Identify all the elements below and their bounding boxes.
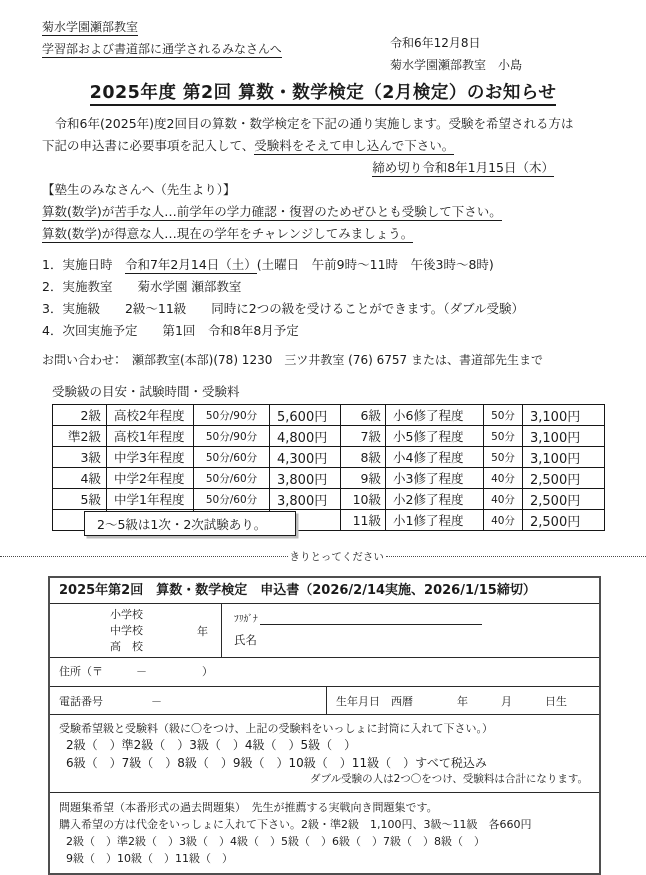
fee-table-cell: 7級 <box>341 426 386 447</box>
deadline-text: 締め切り令和8年1月15日（木） <box>372 160 554 175</box>
fee-table-cell: 2級 <box>53 405 107 426</box>
cut-text: きりとってください <box>289 550 384 563</box>
fee-table-cell: 50分 <box>484 426 523 447</box>
fee-table-cell: 50分/90分 <box>194 405 270 426</box>
intro-line-2-plain: 下記の申込書に必要事項を記入して、 <box>42 138 255 153</box>
birth-cell: 生年月日 西暦 年 月 日生 <box>336 695 567 708</box>
teacher-note <box>42 179 604 245</box>
application-form <box>48 576 601 875</box>
fee-table-cell: 11級 <box>341 510 386 531</box>
fee-table-cell: 40分 <box>484 510 523 531</box>
schedule-item-levels: 3．実施級 2級～11級 同時に2つの級を受けることができます。（ダブル受験） <box>42 301 525 316</box>
name-label: 氏名 <box>234 633 257 647</box>
fee-table-cell: 50分 <box>484 447 523 468</box>
teacher-note-line-2: 算数(数学)が得意な人…現在の学年をチャレンジしてみましょう。 <box>42 226 414 241</box>
levels-line-2: 6級（ ）7級（ ）8級（ ）9級（ ）10級（ ）11級（ ）すべて税込み <box>66 756 487 770</box>
fee-table-cell: 50分/60分 <box>194 489 270 510</box>
fee-table-cell: 5級 <box>53 489 107 510</box>
fee-table-cell: 3級 <box>53 447 107 468</box>
phone-birth-row <box>50 686 599 714</box>
fee-table-cell: 9級 <box>341 468 386 489</box>
fee-table-row <box>53 489 605 510</box>
fee-table-row <box>53 447 605 468</box>
teacher-note-line-1: 算数(数学)が苦手な人…前学年の学力確認・復習のためぜひとも受験して下さい。 <box>42 204 502 219</box>
contact-line: お問い合わせ： 瀬部教室(本部)(78) 1230 三ツ井教室 (76) 6757 または、書道部先生まで <box>42 353 543 367</box>
issue-date: 令和6年12月8日 <box>390 36 481 50</box>
fee-table-cell: 小2修了程度 <box>386 489 484 510</box>
grade-year-label: 年 <box>197 624 208 638</box>
exam-date: 令和7年2月14日（土） <box>124 257 257 272</box>
address-row: 住所（〒 － ） <box>50 657 599 686</box>
school-name: 菊水学園瀬部教室 <box>42 20 139 34</box>
fee-table-cell: 4,300円 <box>270 447 341 468</box>
phone-label: 電話番号 <box>59 695 103 708</box>
levels-row <box>50 714 599 792</box>
form-student-row <box>50 604 599 657</box>
dotted-rule-right <box>386 556 646 557</box>
teacher-note-heading: 【塾生のみなさんへ（先生より）】 <box>42 182 236 197</box>
name-cell <box>222 604 599 657</box>
fee-table-cell: 高校2年程度 <box>107 405 194 426</box>
books-row <box>50 792 599 873</box>
books-line-1: 問題集希望（本番形式の過去問題集） 先生が推薦する実戦向き問題集です。 <box>59 801 438 814</box>
books-line-2: 購入希望の方は代金をいっしょに入れて下さい。2級・準2級 1,100円、3級～11級 各660円 <box>59 818 532 831</box>
schedule-item-next: 4．次回実施予定 第1回 令和8年8月予定 <box>42 323 299 338</box>
audience-text: 学習部および書道部に通学されるみなさんへ <box>42 42 282 56</box>
fee-table-cell: 小1修了程度 <box>386 510 484 531</box>
fee-table-cell: 3,800円 <box>270 489 341 510</box>
fee-table-cell: 4級 <box>53 468 107 489</box>
fee-table-cell: 50分/90分 <box>194 426 270 447</box>
cut-line <box>0 549 646 563</box>
levels-heading: 受験希望級と受験料（級に〇をつけ、上記の受験料をいっしょに封筒に入れて下さい。） <box>59 722 494 735</box>
fee-table-row <box>53 405 605 426</box>
school-option-high: 高 校 <box>110 639 143 653</box>
levels-line-1: 2級（ ）準2級（ ）3級（ ）4級（ ）5級（ ） <box>66 738 357 752</box>
intro-line-2 <box>42 135 604 157</box>
fee-table-row <box>53 468 605 489</box>
fee-table-cell: 2,500円 <box>523 489 605 510</box>
fee-table-cell: 50分/60分 <box>194 447 270 468</box>
books-line-4: 9級（ ）10級（ ）11級（ ） <box>66 852 233 865</box>
signature: 菊水学園瀬部教室 小島 <box>390 58 523 72</box>
fee-table-wrap <box>52 404 604 531</box>
fee-table-cell: 50分/60分 <box>194 468 270 489</box>
fee-table-cell: 中学2年程度 <box>107 468 194 489</box>
page-title <box>42 80 604 106</box>
school-option-junior: 中学校 <box>110 623 143 637</box>
fee-table-cell: 3,100円 <box>523 405 605 426</box>
fee-table-cell: 小5修了程度 <box>386 426 484 447</box>
dotted-rule-left <box>0 556 288 557</box>
books-line-3: 2級（ ）準2級（ ）3級（ ）4級（ ）5級（ ）6級（ ）7級（ ）8級（ ） <box>66 835 485 848</box>
fee-table-cell: 高校1年程度 <box>107 426 194 447</box>
furigana-label: ﾌﾘｶﾞﾅ <box>234 614 258 625</box>
fee-table-cell: 3,100円 <box>523 426 605 447</box>
intro-line-1: 令和6年(2025年)度2回目の算数・数学検定を下記の通り実施します。受験を希望される方は <box>42 116 574 131</box>
phone-dash: － <box>151 695 162 708</box>
fee-table-cell: 2,500円 <box>523 468 605 489</box>
fee-table-cell: 5,600円 <box>270 405 341 426</box>
intro-paragraph <box>42 113 604 157</box>
exam-note-box <box>84 511 296 536</box>
fee-table-cell: 小3修了程度 <box>386 468 484 489</box>
fee-table-cell: 50分 <box>484 405 523 426</box>
fee-table-cell: 小4修了程度 <box>386 447 484 468</box>
page-title-text: 2025年度 第2回 算数・数学検定（2月検定）のお知らせ <box>90 83 557 106</box>
fee-table-cell: 2,500円 <box>523 510 605 531</box>
fee-table-cell: 4,800円 <box>270 426 341 447</box>
furigana-line <box>234 611 587 625</box>
deadline-line <box>42 157 604 179</box>
fee-table-cell: 40分 <box>484 468 523 489</box>
fee-table-cell: 40分 <box>484 489 523 510</box>
schedule-item-date: 1．実施日時 令和7年2月14日（土）(土曜日 午前9時～11時 午後3時～8時) <box>42 257 494 272</box>
date-block <box>390 32 522 76</box>
fee-table-cell: 3,800円 <box>270 468 341 489</box>
school-grade-cell <box>50 604 222 657</box>
fee-table-cell: 準2級 <box>53 426 107 447</box>
fee-table-cell: 中学3年程度 <box>107 447 194 468</box>
fee-table-cell: 6級 <box>341 405 386 426</box>
fee-table-cell: 8級 <box>341 447 386 468</box>
form-title: 2025年第2回 算数・数学検定 申込書（2026/2/14実施、2026/1/15締切） <box>50 578 599 604</box>
fee-table-heading: 受験級の目安・試験時間・受験料 <box>52 384 240 399</box>
schedule-list <box>42 254 604 342</box>
exam-note-text: 2～5級は1次・2次試験あり。 <box>97 516 267 532</box>
phone-cell <box>50 687 327 714</box>
intro-line-2-underlined: 受験料をそえて申し込んで下さい。 <box>254 138 455 153</box>
fee-table-row <box>53 426 605 447</box>
school-option-elementary: 小学校 <box>110 607 143 621</box>
fee-table-cell: 10級 <box>341 489 386 510</box>
school-options <box>110 607 143 655</box>
fee-table-cell: 小6修了程度 <box>386 405 484 426</box>
furigana-blank-underline <box>260 613 482 625</box>
fee-table-cell: 3,100円 <box>523 447 605 468</box>
double-exam-note: ダブル受験の人は2つ〇をつけ、受験料は合計になります。 <box>310 773 588 785</box>
schedule-item-room: 2．実施教室 菊水学園 瀬部教室 <box>42 279 242 294</box>
fee-table-cell: 中学1年程度 <box>107 489 194 510</box>
